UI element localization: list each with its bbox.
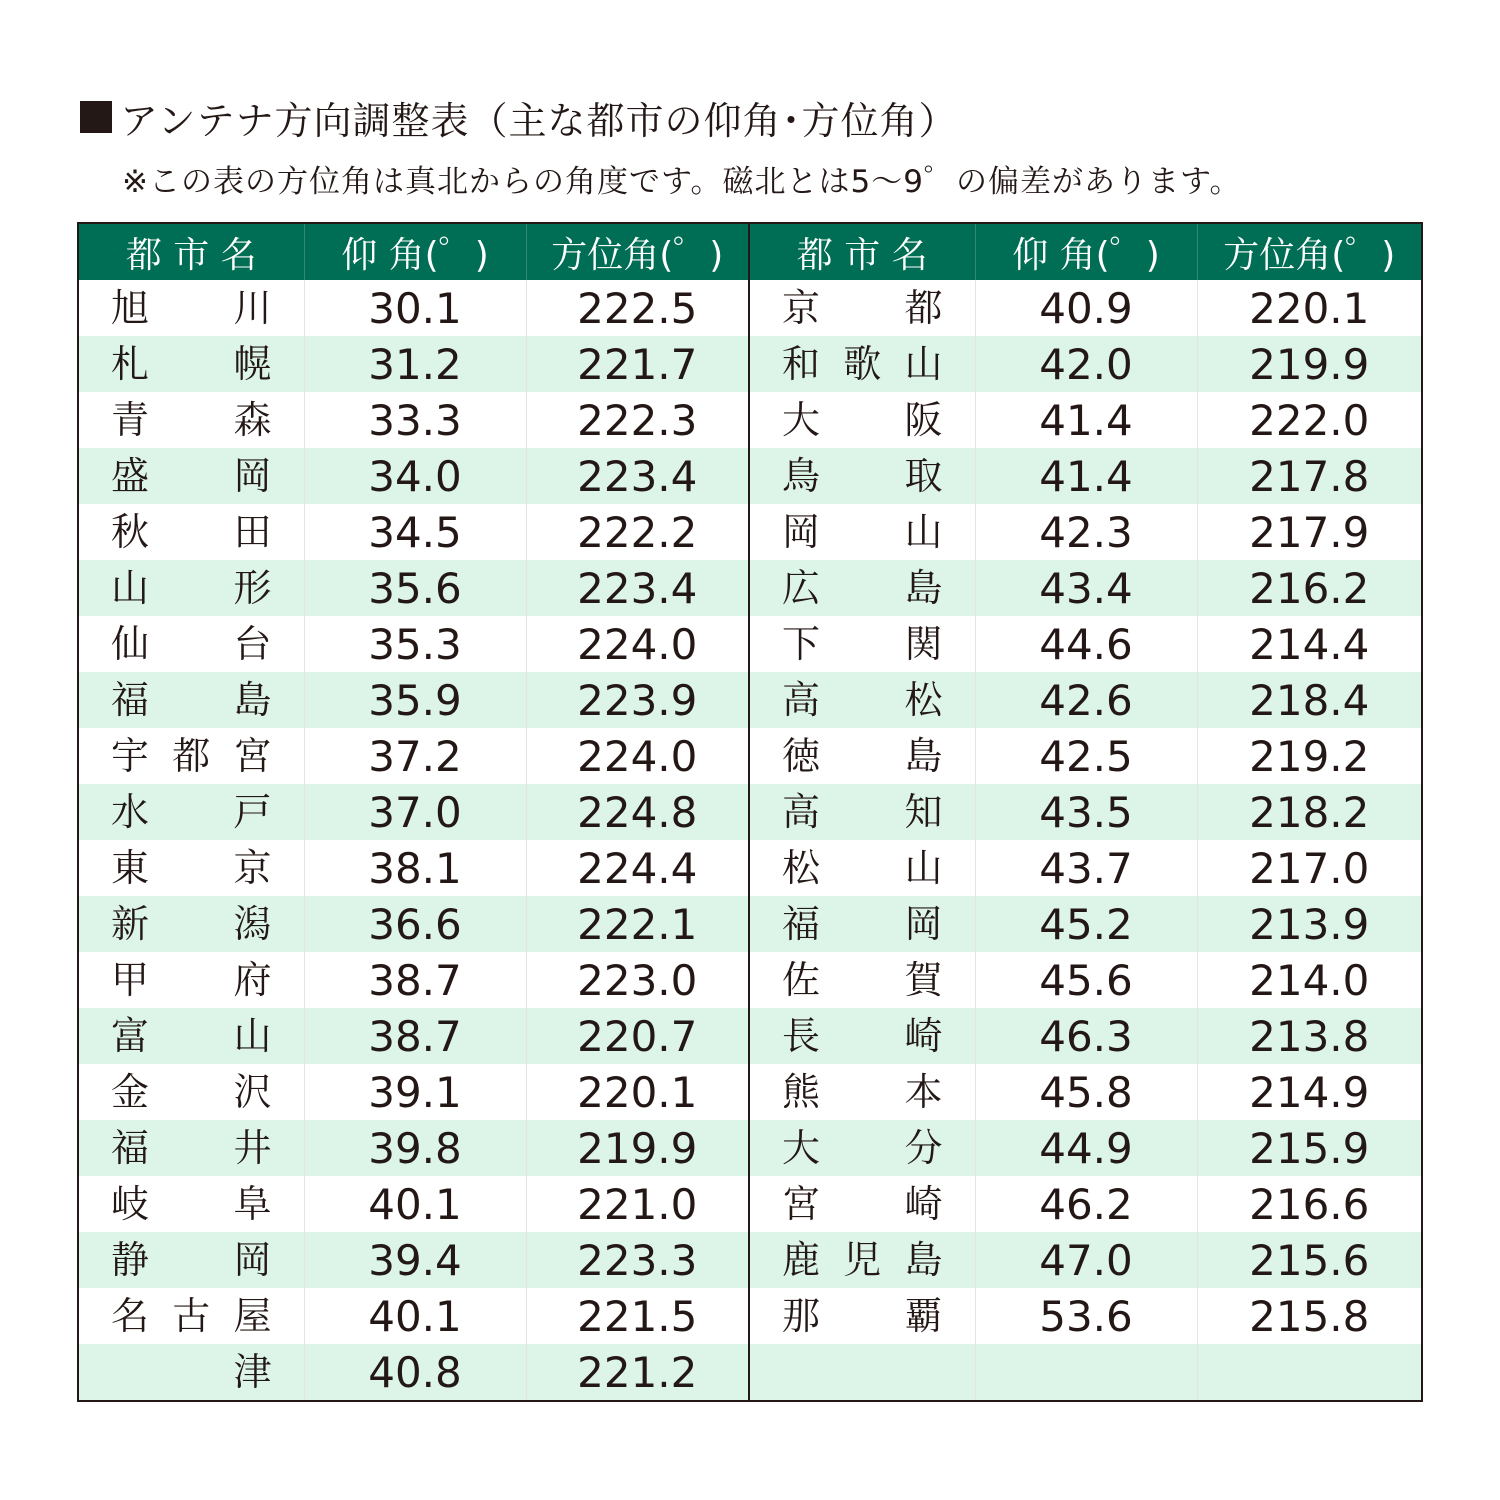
city-name: 静岡 bbox=[111, 1238, 272, 1282]
city-cell bbox=[79, 728, 304, 784]
table-row bbox=[79, 448, 748, 504]
city-name: 金沢 bbox=[111, 1070, 272, 1114]
header-azimuth: 方位角(゜) bbox=[526, 224, 748, 280]
table-row bbox=[750, 392, 1421, 448]
elevation-cell: 37.2 bbox=[304, 728, 526, 784]
table-row bbox=[750, 728, 1421, 784]
city-cell bbox=[750, 280, 975, 336]
antenna-table bbox=[77, 222, 1423, 1402]
azimuth-cell: 222.3 bbox=[526, 392, 748, 448]
elevation-cell: 33.3 bbox=[304, 392, 526, 448]
azimuth-cell: 223.4 bbox=[526, 560, 748, 616]
table-right-half bbox=[750, 224, 1421, 1400]
table-row bbox=[750, 840, 1421, 896]
elevation-cell bbox=[975, 1344, 1197, 1400]
city-cell bbox=[79, 784, 304, 840]
elevation-cell: 40.1 bbox=[304, 1288, 526, 1344]
table-row bbox=[79, 672, 748, 728]
city-cell bbox=[79, 504, 304, 560]
azimuth-cell: 217.0 bbox=[1197, 840, 1421, 896]
city-name: 高松 bbox=[782, 678, 943, 722]
city-cell bbox=[79, 952, 304, 1008]
right-table-body bbox=[750, 280, 1421, 1400]
azimuth-cell: 215.8 bbox=[1197, 1288, 1421, 1344]
city-name: 山形 bbox=[111, 566, 272, 610]
table-row bbox=[750, 1008, 1421, 1064]
table-row bbox=[79, 336, 748, 392]
header-city: 都 市 名 bbox=[79, 224, 304, 280]
azimuth-cell: 222.5 bbox=[526, 280, 748, 336]
city-cell bbox=[750, 952, 975, 1008]
city-cell bbox=[79, 1008, 304, 1064]
elevation-cell: 35.6 bbox=[304, 560, 526, 616]
city-name: 水戸 bbox=[111, 790, 272, 834]
city-name: 名古屋 bbox=[111, 1294, 272, 1338]
city-cell bbox=[750, 1120, 975, 1176]
table-row bbox=[79, 504, 748, 560]
elevation-cell: 45.6 bbox=[975, 952, 1197, 1008]
table-row bbox=[79, 952, 748, 1008]
city-name: 徳島 bbox=[782, 734, 943, 778]
elevation-cell: 47.0 bbox=[975, 1232, 1197, 1288]
header-city: 都 市 名 bbox=[750, 224, 975, 280]
elevation-cell: 38.1 bbox=[304, 840, 526, 896]
city-name: 高知 bbox=[782, 790, 943, 834]
city-cell bbox=[750, 784, 975, 840]
elevation-cell: 41.4 bbox=[975, 448, 1197, 504]
city-cell bbox=[79, 280, 304, 336]
city-name: 京都 bbox=[782, 286, 943, 330]
city-name: 佐賀 bbox=[782, 958, 943, 1002]
elevation-cell: 40.1 bbox=[304, 1176, 526, 1232]
elevation-cell: 35.9 bbox=[304, 672, 526, 728]
page-title bbox=[80, 92, 957, 142]
table-row bbox=[750, 1176, 1421, 1232]
table-row bbox=[79, 1288, 748, 1344]
table-row bbox=[750, 896, 1421, 952]
city-name: 旭川 bbox=[111, 286, 272, 330]
elevation-cell: 41.4 bbox=[975, 392, 1197, 448]
azimuth-cell: 213.9 bbox=[1197, 896, 1421, 952]
city-cell bbox=[79, 1232, 304, 1288]
elevation-cell: 39.4 bbox=[304, 1232, 526, 1288]
city-cell bbox=[79, 1288, 304, 1344]
azimuth-cell: 220.1 bbox=[526, 1064, 748, 1120]
elevation-cell: 42.3 bbox=[975, 504, 1197, 560]
elevation-cell: 40.9 bbox=[975, 280, 1197, 336]
azimuth-cell: 220.7 bbox=[526, 1008, 748, 1064]
azimuth-cell: 221.2 bbox=[526, 1344, 748, 1400]
table-row bbox=[750, 784, 1421, 840]
city-name: 盛岡 bbox=[111, 454, 272, 498]
elevation-cell: 43.4 bbox=[975, 560, 1197, 616]
city-cell bbox=[79, 1344, 304, 1400]
azimuth-cell: 221.0 bbox=[526, 1176, 748, 1232]
city-name: 松山 bbox=[782, 846, 943, 890]
elevation-cell: 43.5 bbox=[975, 784, 1197, 840]
city-cell bbox=[750, 560, 975, 616]
table-row bbox=[79, 1176, 748, 1232]
azimuth-cell: 221.5 bbox=[526, 1288, 748, 1344]
table-row bbox=[750, 560, 1421, 616]
elevation-cell: 42.6 bbox=[975, 672, 1197, 728]
city-cell bbox=[79, 560, 304, 616]
city-name: 富山 bbox=[111, 1014, 272, 1058]
azimuth-cell: 216.6 bbox=[1197, 1176, 1421, 1232]
elevation-cell: 46.2 bbox=[975, 1176, 1197, 1232]
azimuth-cell: 214.4 bbox=[1197, 616, 1421, 672]
city-cell bbox=[750, 728, 975, 784]
city-cell bbox=[79, 448, 304, 504]
city-name: 福島 bbox=[111, 678, 272, 722]
azimuth-cell: 224.0 bbox=[526, 616, 748, 672]
azimuth-cell: 223.9 bbox=[526, 672, 748, 728]
city-name: 大阪 bbox=[782, 398, 943, 442]
city-cell bbox=[79, 336, 304, 392]
right-table bbox=[750, 224, 1421, 1400]
azimuth-cell: 222.0 bbox=[1197, 392, 1421, 448]
table-row bbox=[79, 1008, 748, 1064]
table-row bbox=[750, 1344, 1421, 1400]
table-row bbox=[79, 896, 748, 952]
azimuth-cell: 216.2 bbox=[1197, 560, 1421, 616]
table-row bbox=[750, 504, 1421, 560]
city-name: 下関 bbox=[782, 622, 943, 666]
elevation-cell: 39.1 bbox=[304, 1064, 526, 1120]
city-name: 福岡 bbox=[782, 902, 943, 946]
city-name: 広島 bbox=[782, 566, 943, 610]
city-cell bbox=[750, 1232, 975, 1288]
azimuth-cell: 214.9 bbox=[1197, 1064, 1421, 1120]
black-square-icon bbox=[80, 101, 112, 133]
city-name: 鳥取 bbox=[782, 454, 943, 498]
city-cell bbox=[750, 392, 975, 448]
city-cell bbox=[750, 1344, 975, 1400]
azimuth-cell: 217.8 bbox=[1197, 448, 1421, 504]
elevation-cell: 34.5 bbox=[304, 504, 526, 560]
city-cell bbox=[750, 616, 975, 672]
azimuth-cell: 218.4 bbox=[1197, 672, 1421, 728]
table-row bbox=[750, 448, 1421, 504]
elevation-cell: 40.8 bbox=[304, 1344, 526, 1400]
elevation-cell: 30.1 bbox=[304, 280, 526, 336]
city-cell bbox=[750, 1008, 975, 1064]
elevation-cell: 45.2 bbox=[975, 896, 1197, 952]
city-name: 熊本 bbox=[782, 1070, 943, 1114]
elevation-cell: 46.3 bbox=[975, 1008, 1197, 1064]
city-cell bbox=[750, 896, 975, 952]
city-cell bbox=[750, 1288, 975, 1344]
table-row bbox=[79, 1064, 748, 1120]
elevation-cell: 44.6 bbox=[975, 616, 1197, 672]
city-cell bbox=[750, 1176, 975, 1232]
header-row bbox=[79, 224, 748, 280]
table-row bbox=[79, 1120, 748, 1176]
elevation-cell: 43.7 bbox=[975, 840, 1197, 896]
city-cell bbox=[79, 1064, 304, 1120]
table-row bbox=[750, 1064, 1421, 1120]
city-cell bbox=[750, 840, 975, 896]
azimuth-cell bbox=[1197, 1344, 1421, 1400]
header-elevation: 仰 角(゜) bbox=[975, 224, 1197, 280]
azimuth-cell: 223.3 bbox=[526, 1232, 748, 1288]
table-row bbox=[79, 1232, 748, 1288]
elevation-cell: 37.0 bbox=[304, 784, 526, 840]
city-cell bbox=[750, 504, 975, 560]
city-name: 新潟 bbox=[111, 902, 272, 946]
city-name: 津 bbox=[233, 1350, 272, 1394]
city-cell bbox=[750, 336, 975, 392]
table-row bbox=[750, 952, 1421, 1008]
table-row bbox=[79, 840, 748, 896]
city-cell bbox=[79, 616, 304, 672]
azimuth-cell: 223.0 bbox=[526, 952, 748, 1008]
azimuth-cell: 221.7 bbox=[526, 336, 748, 392]
azimuth-cell: 224.8 bbox=[526, 784, 748, 840]
azimuth-cell: 218.2 bbox=[1197, 784, 1421, 840]
city-name: 東京 bbox=[111, 846, 272, 890]
azimuth-cell: 214.0 bbox=[1197, 952, 1421, 1008]
city-name: 長崎 bbox=[782, 1014, 943, 1058]
city-name: 岡山 bbox=[782, 510, 943, 554]
city-name: 鹿児島 bbox=[782, 1238, 943, 1282]
city-name: 和歌山 bbox=[782, 342, 943, 386]
table-row bbox=[79, 560, 748, 616]
azimuth-cell: 222.2 bbox=[526, 504, 748, 560]
table-row bbox=[79, 392, 748, 448]
elevation-cell: 44.9 bbox=[975, 1120, 1197, 1176]
city-name: 甲府 bbox=[111, 958, 272, 1002]
table-row bbox=[750, 1288, 1421, 1344]
table-row bbox=[750, 672, 1421, 728]
city-name: 札幌 bbox=[111, 342, 272, 386]
elevation-cell: 35.3 bbox=[304, 616, 526, 672]
city-name: 岐阜 bbox=[111, 1182, 272, 1226]
azimuth-cell: 219.9 bbox=[526, 1120, 748, 1176]
elevation-cell: 38.7 bbox=[304, 1008, 526, 1064]
city-cell bbox=[79, 840, 304, 896]
azimuth-cell: 223.4 bbox=[526, 448, 748, 504]
elevation-cell: 42.5 bbox=[975, 728, 1197, 784]
table-row bbox=[750, 1120, 1421, 1176]
table-row bbox=[79, 1344, 748, 1400]
azimuth-cell: 215.6 bbox=[1197, 1232, 1421, 1288]
elevation-cell: 39.8 bbox=[304, 1120, 526, 1176]
header-elevation: 仰 角(゜) bbox=[304, 224, 526, 280]
city-cell bbox=[79, 1176, 304, 1232]
table-row bbox=[750, 1232, 1421, 1288]
city-name: 那覇 bbox=[782, 1294, 943, 1338]
city-name: 宇都宮 bbox=[111, 734, 272, 778]
elevation-cell: 38.7 bbox=[304, 952, 526, 1008]
elevation-cell: 36.6 bbox=[304, 896, 526, 952]
table-row bbox=[79, 616, 748, 672]
city-cell bbox=[750, 672, 975, 728]
city-name: 大分 bbox=[782, 1126, 943, 1170]
left-table bbox=[79, 224, 748, 1400]
azimuth-cell: 220.1 bbox=[1197, 280, 1421, 336]
city-cell bbox=[79, 896, 304, 952]
azimuth-cell: 219.9 bbox=[1197, 336, 1421, 392]
city-name: 宮崎 bbox=[782, 1182, 943, 1226]
city-name: 秋田 bbox=[111, 510, 272, 554]
table-left-half bbox=[79, 224, 750, 1400]
city-cell bbox=[79, 1120, 304, 1176]
left-table-body bbox=[79, 280, 748, 1400]
elevation-cell: 34.0 bbox=[304, 448, 526, 504]
elevation-cell: 42.0 bbox=[975, 336, 1197, 392]
header-row bbox=[750, 224, 1421, 280]
city-cell bbox=[750, 448, 975, 504]
city-cell bbox=[750, 1064, 975, 1120]
table-row bbox=[79, 280, 748, 336]
table-row bbox=[79, 728, 748, 784]
azimuth-cell: 213.8 bbox=[1197, 1008, 1421, 1064]
city-cell bbox=[79, 392, 304, 448]
azimuth-cell: 217.9 bbox=[1197, 504, 1421, 560]
azimuth-cell: 222.1 bbox=[526, 896, 748, 952]
azimuth-cell: 224.4 bbox=[526, 840, 748, 896]
table-row bbox=[750, 336, 1421, 392]
azimuth-cell: 224.0 bbox=[526, 728, 748, 784]
azimuth-cell: 215.9 bbox=[1197, 1120, 1421, 1176]
elevation-cell: 45.8 bbox=[975, 1064, 1197, 1120]
elevation-cell: 31.2 bbox=[304, 336, 526, 392]
title-text: アンテナ方向調整表（主な都市の仰角･方位角） bbox=[120, 98, 958, 143]
city-name: 青森 bbox=[111, 398, 272, 442]
table-row bbox=[79, 784, 748, 840]
elevation-cell: 53.6 bbox=[975, 1288, 1197, 1344]
city-name: 福井 bbox=[111, 1126, 272, 1170]
azimuth-cell: 219.2 bbox=[1197, 728, 1421, 784]
city-cell bbox=[79, 672, 304, 728]
table-row bbox=[750, 616, 1421, 672]
header-azimuth: 方位角(゜) bbox=[1197, 224, 1421, 280]
note-text: ※この表の方位角は真北からの角度です。磁北とは5～9゜の偏差があります。 bbox=[122, 163, 1242, 200]
table-row bbox=[750, 280, 1421, 336]
city-name: 仙台 bbox=[111, 622, 272, 666]
